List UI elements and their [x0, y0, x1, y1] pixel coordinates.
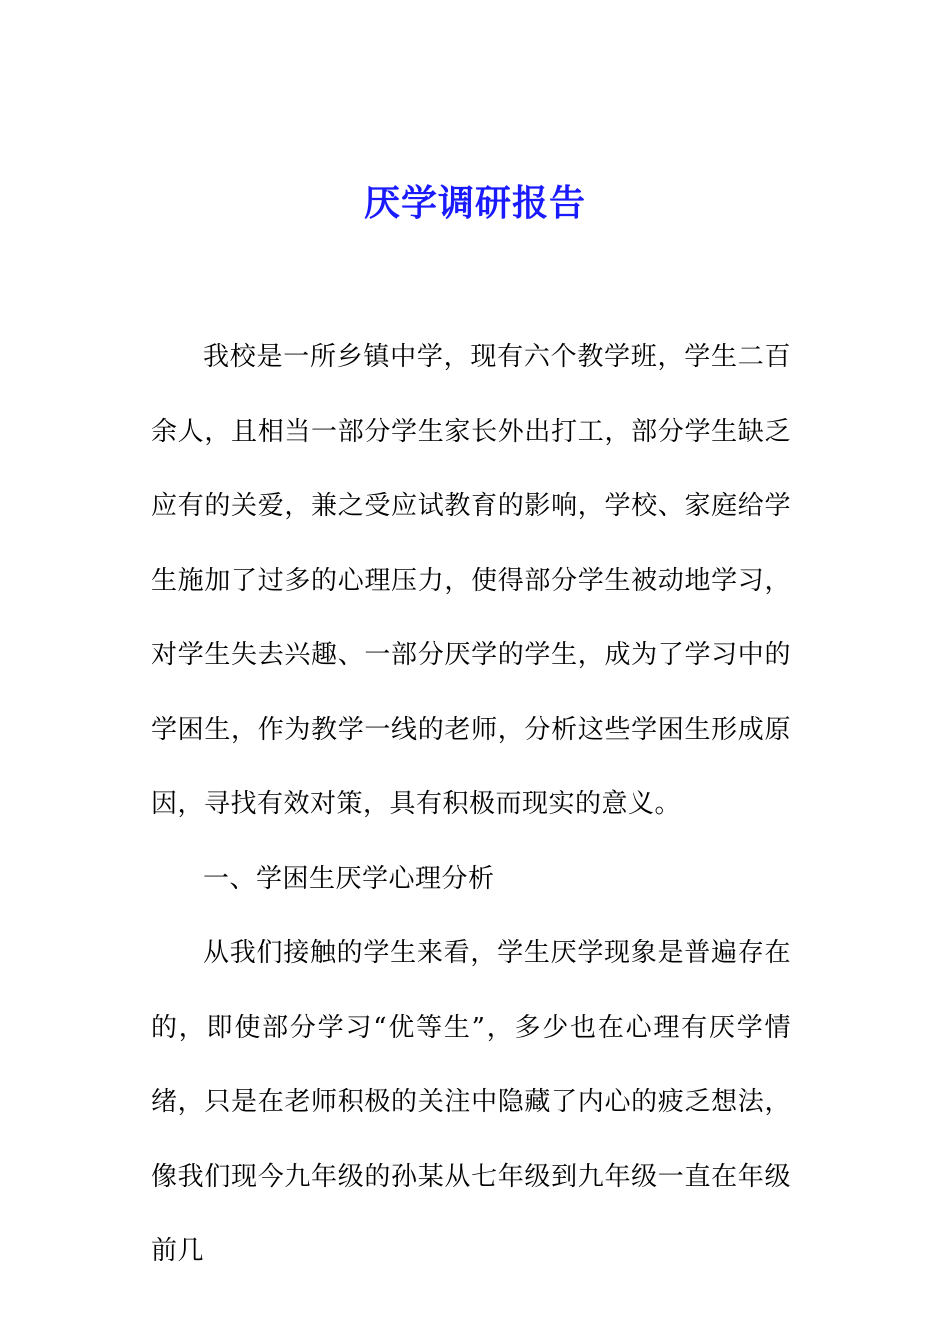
- section-heading: 一、学困生厌学心理分析: [203, 863, 495, 894]
- body-paragraph: 从我们接触的学生来看，学生厌学现象是普遍存在的，即使部分学习“优等生”，多少也在心理有厌学情绪，只是在老师积极的关注中隐藏了内心的疲乏想法，像我们现今九年级的孙某从七年级到九年级一直在年级前几: [151, 938, 791, 1266]
- document-title: 厌学调研报告: [363, 182, 586, 224]
- document-body: [151, 320, 791, 1289]
- intro-paragraph: 我校是一所乡镇中学，现有六个教学班，学生二百余人，且相当一部分学生家长外出打工，部分学生缺乏应有的关爱，兼之受应试教育的影响，学校、家庭给学生施加了过多的心理压力，使得部分学生被动地学习，对学生失去兴趣、一部分厌学的学生，成为了学习中的学困生，作为教学一线的老师，分析这些学困生形成原因，寻找有效对策，具有积极而现实的意义。: [151, 342, 791, 819]
